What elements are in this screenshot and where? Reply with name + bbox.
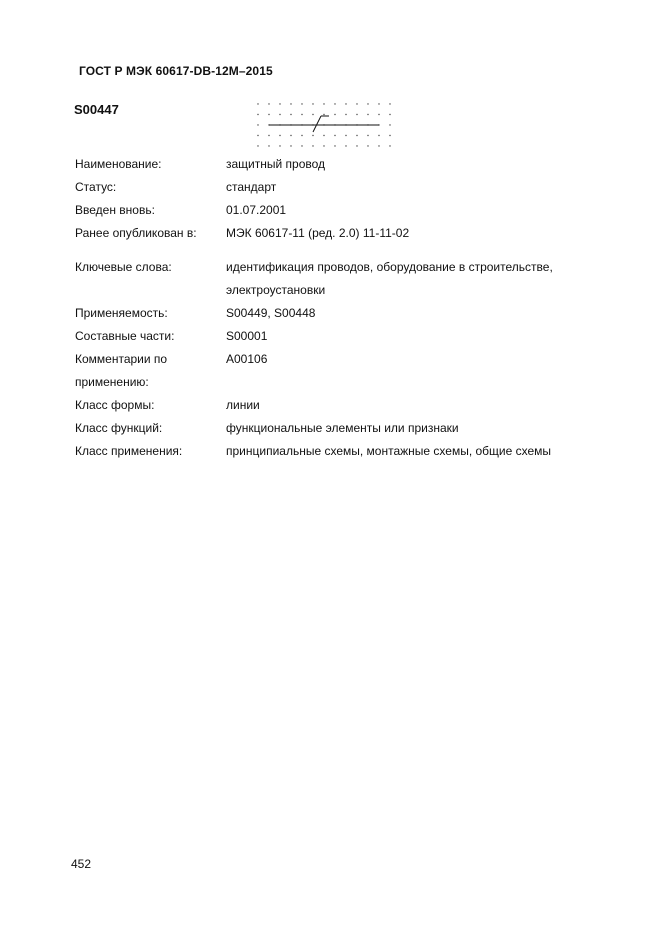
grid-dot	[356, 103, 357, 104]
field-row-comments	[75, 348, 575, 394]
field-value: защитный провод	[226, 157, 326, 171]
symbol-code: S00447	[74, 102, 119, 117]
grid-dot	[257, 124, 258, 125]
grid-dot	[356, 145, 357, 146]
field-row-applicability	[75, 302, 575, 325]
grid-dot	[279, 135, 280, 136]
grid-dot	[257, 103, 258, 104]
grid-dot	[290, 135, 291, 136]
field-row-application-class	[75, 440, 575, 463]
grid-dot	[334, 103, 335, 104]
field-row-introduced	[75, 199, 575, 222]
grid-dot	[290, 145, 291, 146]
grid-dot	[367, 145, 368, 146]
field-value: линии	[226, 398, 260, 412]
grid-dot	[345, 135, 346, 136]
field-label: Класс формы:	[75, 398, 155, 412]
field-row-previously-published	[75, 222, 575, 245]
grid-dot	[268, 145, 269, 146]
field-label: Наименование:	[75, 157, 162, 171]
grid-dot	[345, 145, 346, 146]
grid-dot	[378, 135, 379, 136]
grid-dot	[323, 135, 324, 136]
page-number: 452	[71, 857, 92, 871]
grid-dot	[389, 135, 390, 136]
grid-dot	[378, 103, 379, 104]
grid-dot	[268, 103, 269, 104]
field-row-name	[75, 153, 575, 176]
symbol-attributes-table	[75, 153, 575, 463]
field-label: Комментарии по применению:	[75, 352, 168, 389]
grid-dot	[312, 135, 313, 136]
field-row-components	[75, 325, 575, 348]
grid-dot	[257, 145, 258, 146]
grid-dot	[367, 114, 368, 115]
field-row-keywords	[75, 256, 575, 302]
field-value: 01.07.2001	[226, 203, 287, 217]
grid-dot	[389, 145, 390, 146]
document-header: ГОСТ Р МЭК 60617-DB-12M–2015	[79, 64, 273, 78]
field-value: МЭК 60617-11 (ред. 2.0) 11-11-02	[226, 226, 410, 240]
grid-dot	[301, 114, 302, 115]
grid-dot	[301, 145, 302, 146]
grid-dot	[367, 103, 368, 104]
grid-dot	[290, 103, 291, 104]
grid-dot	[345, 103, 346, 104]
grid-dot	[323, 103, 324, 104]
field-label: Введен вновь:	[75, 203, 155, 217]
protective-conductor-symbol	[255, 100, 393, 150]
grid-dot	[356, 114, 357, 115]
grid-dot	[268, 114, 269, 115]
grid-dot	[334, 114, 335, 115]
field-label: Ключевые слова:	[75, 260, 172, 274]
grid-dot	[356, 135, 357, 136]
field-value: функциональные элементы или признаки	[226, 421, 459, 435]
grid-dot	[345, 114, 346, 115]
field-label: Класс применения:	[75, 444, 183, 458]
grid-dot	[323, 114, 324, 115]
grid-dot	[378, 114, 379, 115]
grid-dot	[279, 103, 280, 104]
field-value: A00106	[226, 352, 268, 366]
field-value: S00449, S00448	[226, 306, 316, 320]
grid-dot	[389, 124, 390, 125]
grid-dot	[312, 145, 313, 146]
field-value: стандарт	[226, 180, 277, 194]
field-label: Класс функций:	[75, 421, 163, 435]
grid-dot	[268, 135, 269, 136]
grid-dot	[389, 103, 390, 104]
grid-dot	[323, 145, 324, 146]
grid-dot	[367, 135, 368, 136]
grid-dot	[301, 103, 302, 104]
grid-dot	[312, 114, 313, 115]
grid-dot	[279, 145, 280, 146]
grid-dot	[312, 103, 313, 104]
field-label: Ранее опубликован в:	[75, 226, 197, 240]
grid-dot	[279, 114, 280, 115]
field-label: Составные части:	[75, 329, 175, 343]
grid-dot	[334, 145, 335, 146]
field-value: идентификация проводов, оборудование в строительстве, электроустановки	[226, 260, 553, 297]
grid-dot	[257, 135, 258, 136]
grid-dot	[334, 135, 335, 136]
field-row-function-class	[75, 417, 575, 440]
field-row-status	[75, 176, 575, 199]
field-label: Статус:	[75, 180, 117, 194]
field-value: принципиальные схемы, монтажные схемы, общие схемы	[226, 444, 552, 458]
field-label: Применяемость:	[75, 306, 168, 320]
field-row-form-class	[75, 394, 575, 417]
grid-dot	[378, 145, 379, 146]
grid-dot	[257, 114, 258, 115]
grid-dot	[301, 135, 302, 136]
field-value: S00001	[226, 329, 268, 343]
grid-dot	[389, 114, 390, 115]
grid-dot	[290, 114, 291, 115]
